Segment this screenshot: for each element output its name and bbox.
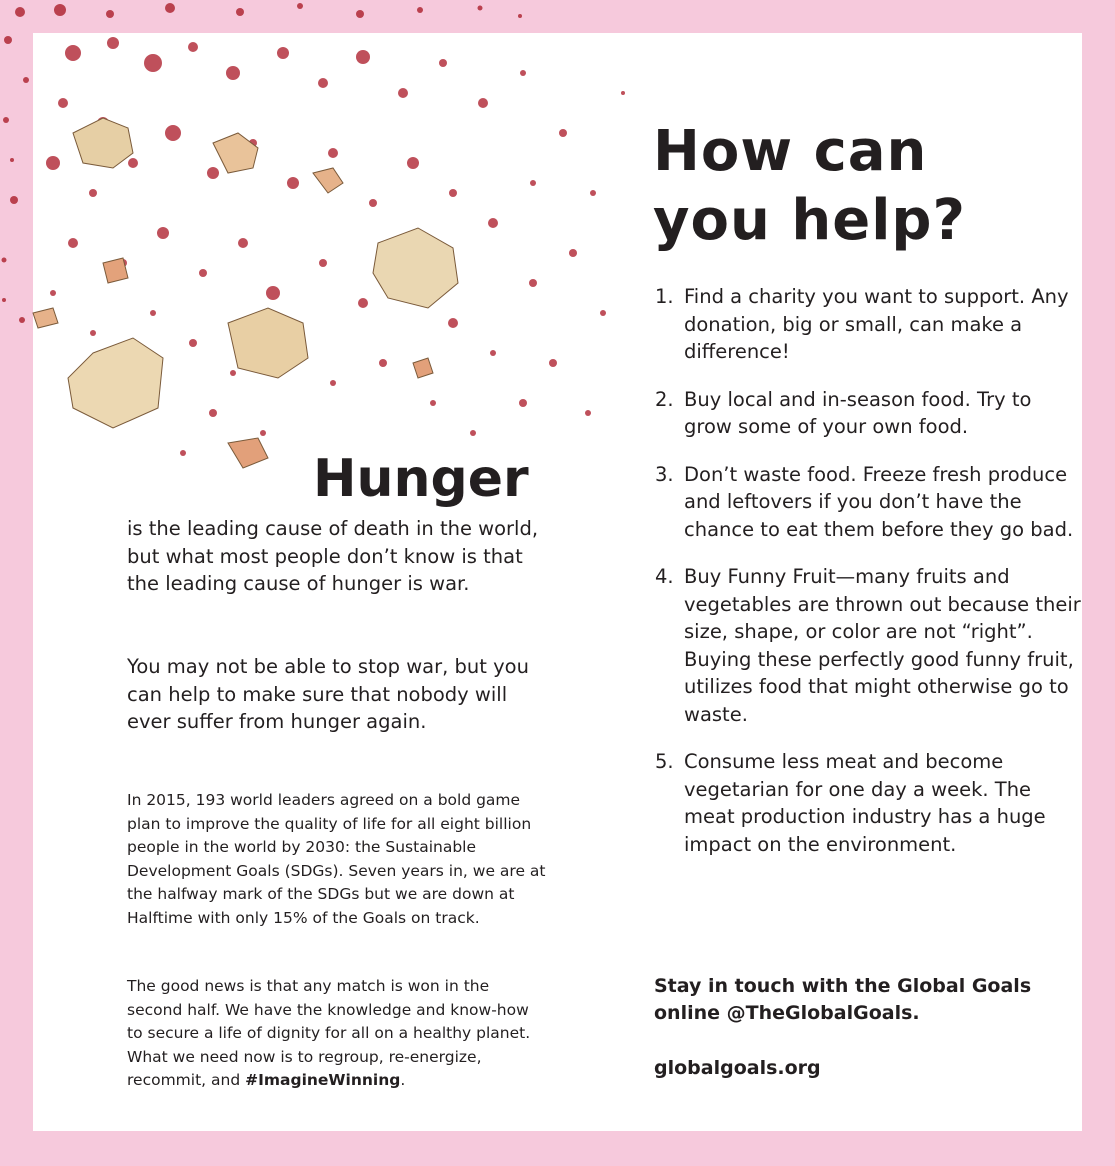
contact-text: Stay in touch with the Global Goals online @TheGlobalGoals. xyxy=(654,975,1032,1024)
step-text: Don’t waste food. Freeze fresh produce and leftovers if you don’t have the chance to eat them before they go bad. xyxy=(684,462,1074,541)
step-item xyxy=(655,461,1085,544)
step-item xyxy=(655,748,1085,858)
title-line-2: you help? xyxy=(653,188,966,253)
sdg-paragraph: In 2015, 193 world leaders agreed on a bold game plan to improve the quality of life for all eight billion people in the world by 2030: the Sustainable Development Goals (SDGs). Seven years in, we are at the halfway mark of the SDGs but we are down at Halftime with only 15% of the Goals on track. xyxy=(127,791,546,927)
step-text: Find a charity you want to support. Any donation, big or small, can make a difference! xyxy=(684,285,1069,363)
step-item xyxy=(655,283,1085,366)
title-line-1: How can xyxy=(653,119,928,184)
second-half-text: The good news is that any match is won in the second half. We have the knowledge and know-how to secure a life of dignity for all on a healthy planet. What we need now is to regroup, re-energize, recommit, and xyxy=(127,977,531,1089)
step-number: 2. xyxy=(655,387,674,411)
step-text: Buy Funny Fruit—many fruits and vegetables are thrown out because their size, shape, or color are not “right”. Buying these perfectly good funny fruit, utilizes food that might otherwise go to waste. xyxy=(684,565,1081,726)
step-item xyxy=(655,563,1085,728)
step-number: 3. xyxy=(655,462,674,486)
step-item xyxy=(655,386,1085,441)
flyer-card xyxy=(33,33,1082,1131)
step-number: 1. xyxy=(655,285,674,308)
hunger-heading: Hunger xyxy=(313,449,529,509)
step-text: Consume less meat and become vegetarian for one day a week. The meat production industry has a huge impact on the environment. xyxy=(684,750,1046,856)
war-paragraph: You may not be able to stop war, but you can help to make sure that nobody will ever suffer from hunger again. xyxy=(127,655,529,733)
second-half-paragraph xyxy=(127,975,547,1093)
step-number: 5. xyxy=(655,750,674,773)
how-can-you-help-title xyxy=(653,117,966,255)
website-link[interactable]: globalgoals.org xyxy=(654,1057,821,1079)
imagine-winning-hashtag: #ImagineWinning xyxy=(245,1071,401,1089)
step-text: Buy local and in-season food. Try to grow some of your own food. xyxy=(684,387,1032,438)
help-steps-list xyxy=(655,283,1085,858)
step-number: 4. xyxy=(655,565,674,588)
hunger-lead-paragraph: is the leading cause of death in the world, but what most people don’t know is that the leading cause of hunger is war. xyxy=(127,517,539,595)
hashtag-period: . xyxy=(400,1071,406,1089)
